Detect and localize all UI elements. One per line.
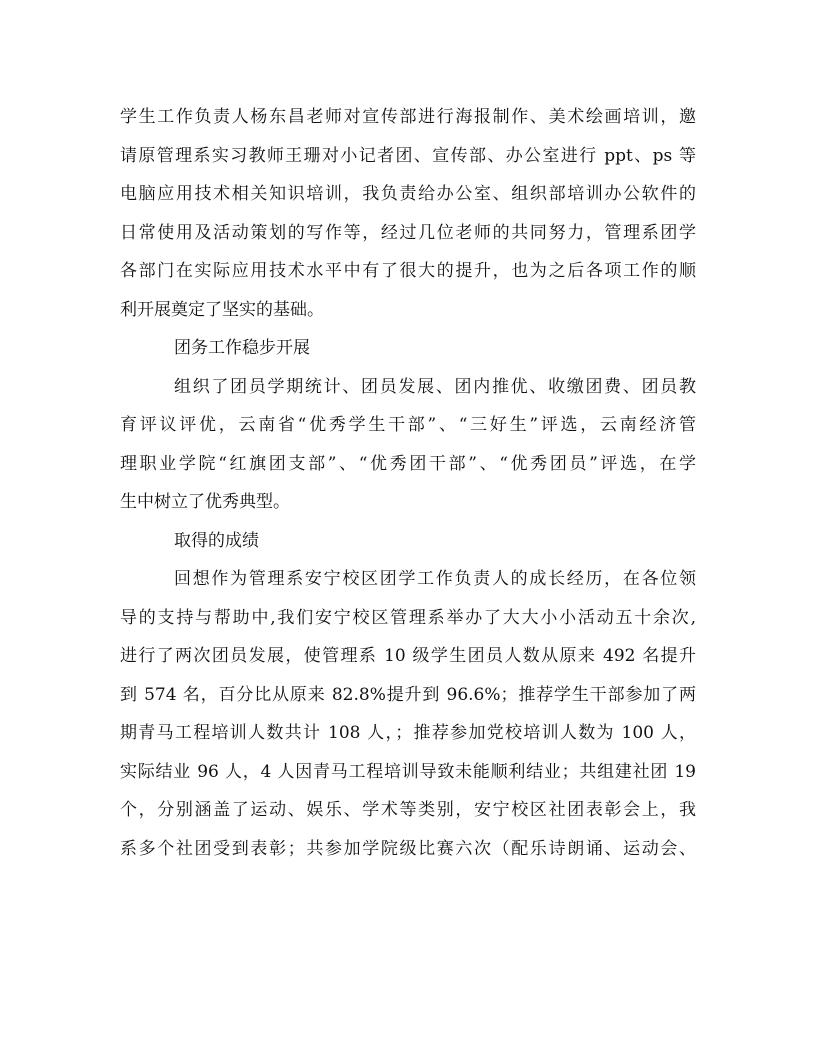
paragraph-line: 电脑应用技术相关知识培训，我负责给办公室、组织部培训办公软件的 (120, 184, 696, 204)
paragraph-line: 期青马工程培训人数共计 108 人，；推荐参加党校培训人数为 100 人， (120, 723, 696, 743)
paragraph-line: 到 574 名，百分比从原来 82.8%提升到 96.6%；推荐学生干部参加了两 (120, 684, 696, 705)
paragraph-line: 请原管理系实习教师王珊对小记者团、宣传部、办公室进行 ppt、ps 等 (120, 145, 696, 166)
paragraph-line: 学生工作负责人杨东昌老师对宣传部进行海报制作、美术绘画培训，邀 (120, 107, 696, 127)
paragraph-line: 各部门在实际应用技术水平中有了很大的提升，也为之后各项工作的顺 (120, 261, 696, 281)
paragraph-line: 导的支持与帮助中,我们安宁校区管理系举办了大大小小活动五十余次, (120, 607, 696, 628)
paragraph-line: 实际结业 96 人，4 人因青马工程培训导致未能顺利结业；共组建社团 19 (120, 761, 696, 782)
paragraph-line: 日常使用及活动策划的写作等，经过几位老师的共同努力，管理系团学 (120, 222, 696, 243)
paragraph-line: 理职业学院“红旗团支部”、“优秀团干部”、“优秀团员”评选，在学 (120, 453, 696, 474)
paragraph-line: 个，分别涵盖了运动、娱乐、学术等类别，安宁校区社团表彰会上，我 (120, 800, 696, 820)
paragraph-line: 育评议评优，云南省“优秀学生干部”、“三好生”评选，云南经济管 (120, 415, 696, 435)
paragraph-line: 系多个社团受到表彰；共参加学院级比赛六次（配乐诗朗诵、运动会、 (120, 838, 696, 859)
paragraph-line: 回想作为管理系安宁校区团学工作负责人的成长经历，在各位领 (174, 569, 696, 589)
paragraph-line: 组织了团员学期统计、团员发展、团内推优、收缴团费、团员教 (174, 376, 696, 397)
paragraph-line: 进行了两次团员发展，使管理系 10 级学生团员人数从原来 492 名提升 (120, 646, 696, 666)
section-heading-achievements: 取得的成绩 (174, 530, 259, 551)
section-heading-team-work: 团务工作稳步开展 (174, 338, 310, 358)
paragraph-line: 利开展奠定了坚实的基础。 (120, 299, 324, 320)
paragraph-line: 生中树立了优秀典型。 (120, 492, 290, 512)
document-body (120, 98, 696, 868)
